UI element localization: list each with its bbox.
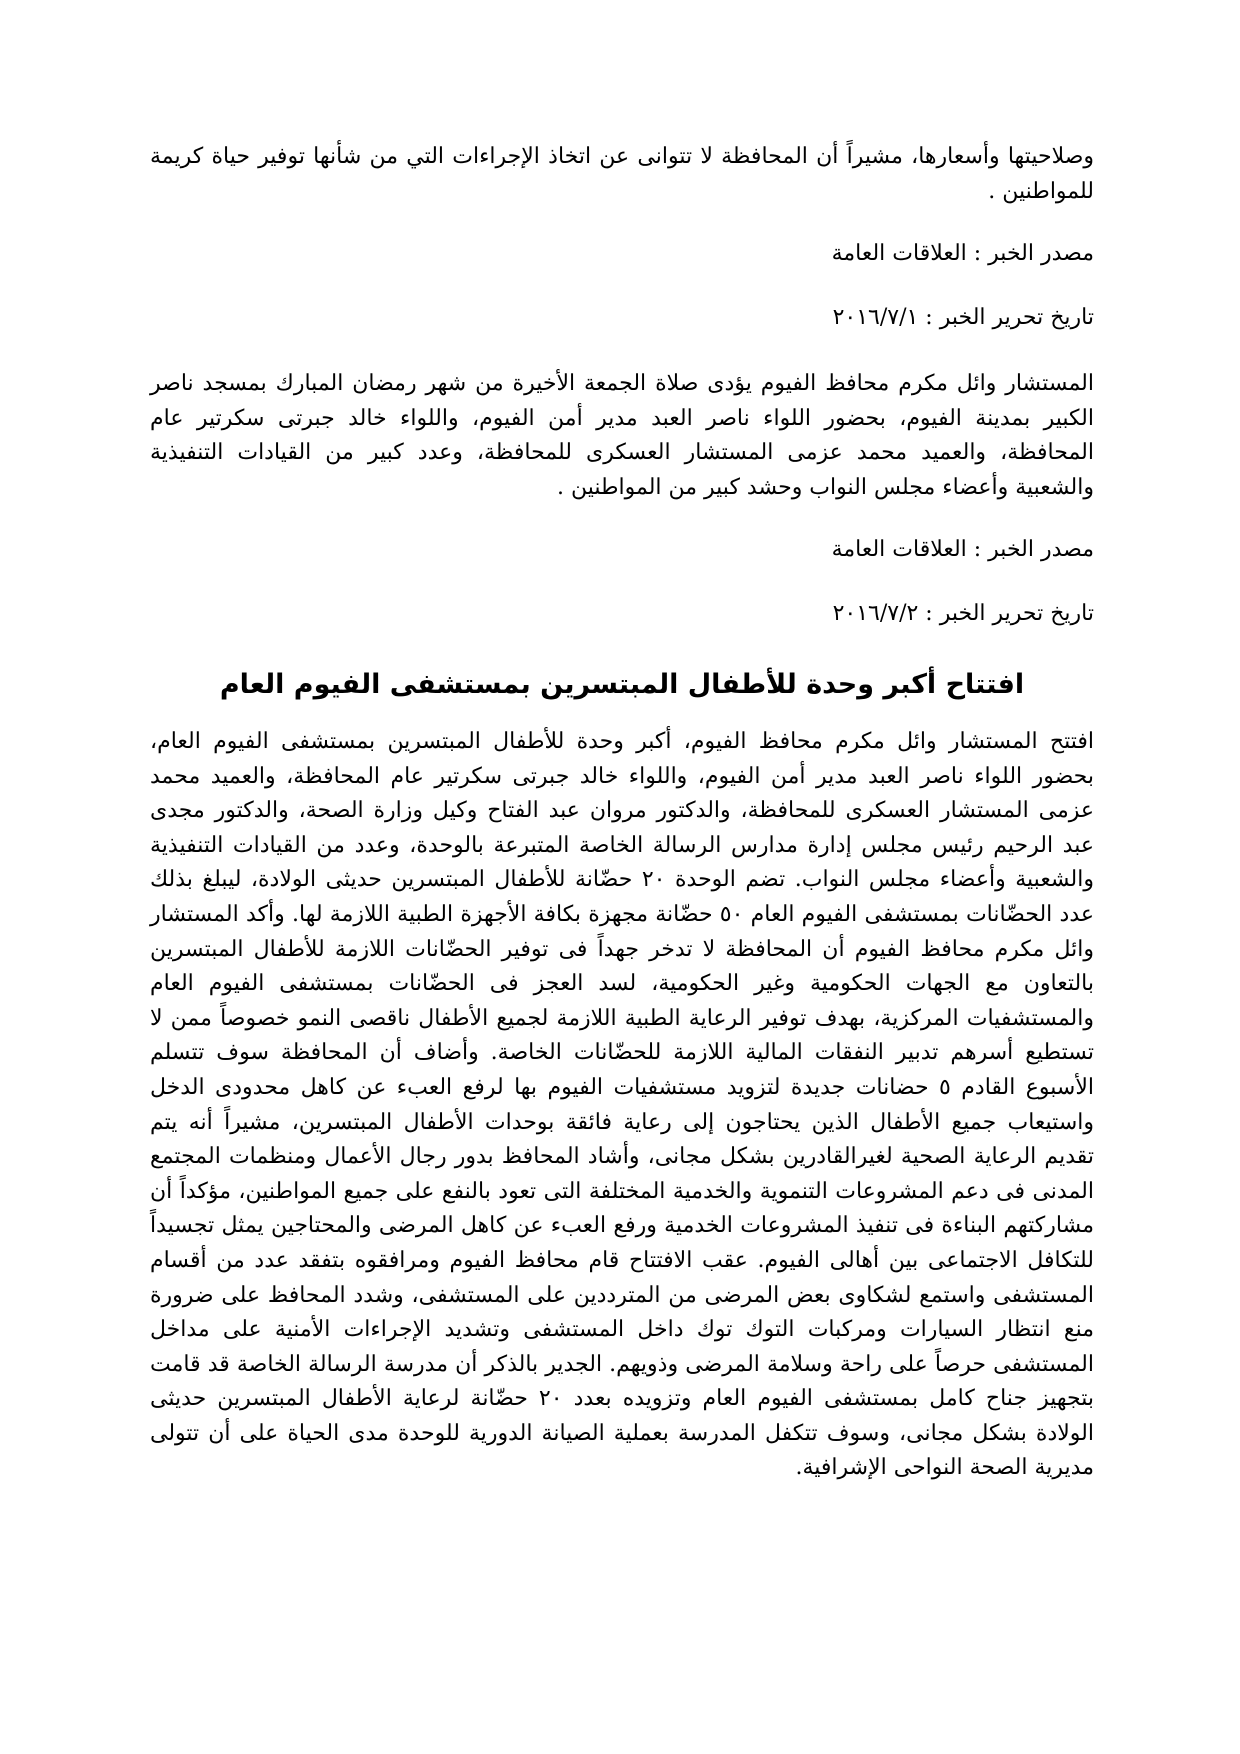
article-body: افتتح المستشار وائل مكرم محافظ الفيوم، أكبر وحدة للأطفال المبتسرين بمستشفى الفيوم العام، بحضور اللواء ناصر العبد مدير أمن الفيوم، واللواء خالد جبرتى سكرتير عام المحافظة، والعميد محمد عزمى المستشار العسكرى للمحافظة، والدكتور مروان عبد الفتاح وكيل وزارة الصحة، والدكتور مجدى عبد الرحيم رئيس مجلس إدارة مدارس الرسالة الخاصة المتبرعة بالوحدة، وعدد من القيادات التنفيذية والشعبية وأعضاء مجلس النواب. تضم الوحدة ٢٠ حضّانة للأطفال المبتسرين حديثى الولادة، ليبلغ بذلك عدد الحضّانات بمستشفى الفيوم العام ٥٠ حضّانة مجهزة بكافة الأجهزة الطبية اللازمة لها. وأكد المستشار وائل مكرم محافظ الفيوم أن المحافظة لا تدخر جهداً فى توفير الحضّانات اللازمة للأطفال المبتسرين بالتعاون مع الجهات الحكومية وغير الحكومية، لسد العجز فى الحضّانات بمستشفى الفيوم العام والمستشفيات المركزية، بهدف توفير الرعاية الطبية اللازمة لجميع الأطفال ناقصى النمو خصوصاً ممن لا تستطيع أسرهم تدبير النفقات المالية اللازمة للحضّانات الخاصة. وأضاف أن المحافظة سوف تتسلم الأسبوع القادم ٥ حضانات جديدة لتزويد مستشفيات الفيوم بها لرفع العبء عن كاهل محدودى الدخل واستيعاب جميع الأطفال الذين يحتاجون إلى رعاية فائقة بوحدات الأطفال المبتسرين، مشيراً أنه يتم تقديم الرعاية الصحية لغيرالقادرين بشكل مجانى، وأشاد المحافظ بدور رجال الأعمال ومنظمات المجتمع المدنى فى دعم المشروعات التنموية والخدمية المختلفة التى تعود بالنفع على جميع المواطنين، مؤكداً أن مشاركتهم البناءة فى تنفيذ المشروعات الخدمية ورفع العبء عن كاهل المرضى والمحتاجين يمثل تجسيداً للتكافل الاجتماعى بين أهالى الفيوم. عقب الافتتاح قام محافظ الفيوم ومرافقوه بتفقد عدد من أقسام المستشفى واستمع لشكاوى بعض المرضى من المترددين على المستشفى، وشدد المحافظ على ضرورة منع انتظار السيارات ومركبات التوك توك داخل المستشفى وتشديد الإجراءات الأمنية على مداخل المستشفى حرصاً على راحة وسلامة المرضى وذويهم. الجدير بالذكر أن مدرسة الرسالة الخاصة قد قامت بتجهيز جناح كامل بمستشفى الفيوم العام وتزويده بعدد ٢٠ حضّانة لرعاية الأطفال المبتسرين حديثى الولادة بشكل مجانى، وسوف تتكفل المدرسة بعملية الصيانة الدورية للوحدة مدى الحياة على أن تتولى مديرية الصحة النواحى الإشرافية. — [150, 729, 1095, 1481]
news-paragraph-1: وصلاحيتها وأسعارها، مشيراً أن المحافظة لا تتوانى عن اتخاذ الإجراءات التي من شأنها توفير حياة كريمة للمواطنين . — [150, 144, 1094, 204]
news-source-1: مصدر الخبر : العلاقات العامة — [831, 241, 1094, 266]
news-paragraph-2: المستشار وائل مكرم محافظ الفيوم يؤدى صلاة الجمعة الأخيرة من شهر رمضان المبارك بمسجد ناصر الكبير بمدينة الفيوم، بحضور اللواء ناصر العبد مدير أمن الفيوم، واللواء خالد جبرتى سكرتير عام المحافظة، والعميد محمد عزمى المستشار العسكرى للمحافظة، وعدد كبير من القيادات التنفيذية والشعبية وأعضاء مجلس النواب وحشد كبير من المواطنين . — [150, 371, 1094, 500]
news-source-2: مصدر الخبر : العلاقات العامة — [831, 537, 1094, 562]
article-headline: افتتاح أكبر وحدة للأطفال المبتسرين بمستشفى الفيوم العام — [219, 669, 1025, 700]
news-date-2: تاريخ تحرير الخبر : ٢٠١٦/٧/٢ — [832, 601, 1094, 626]
document-page — [150, 140, 1094, 1508]
news-date-1: تاريخ تحرير الخبر : ٢٠١٦/٧/١ — [832, 305, 1094, 330]
